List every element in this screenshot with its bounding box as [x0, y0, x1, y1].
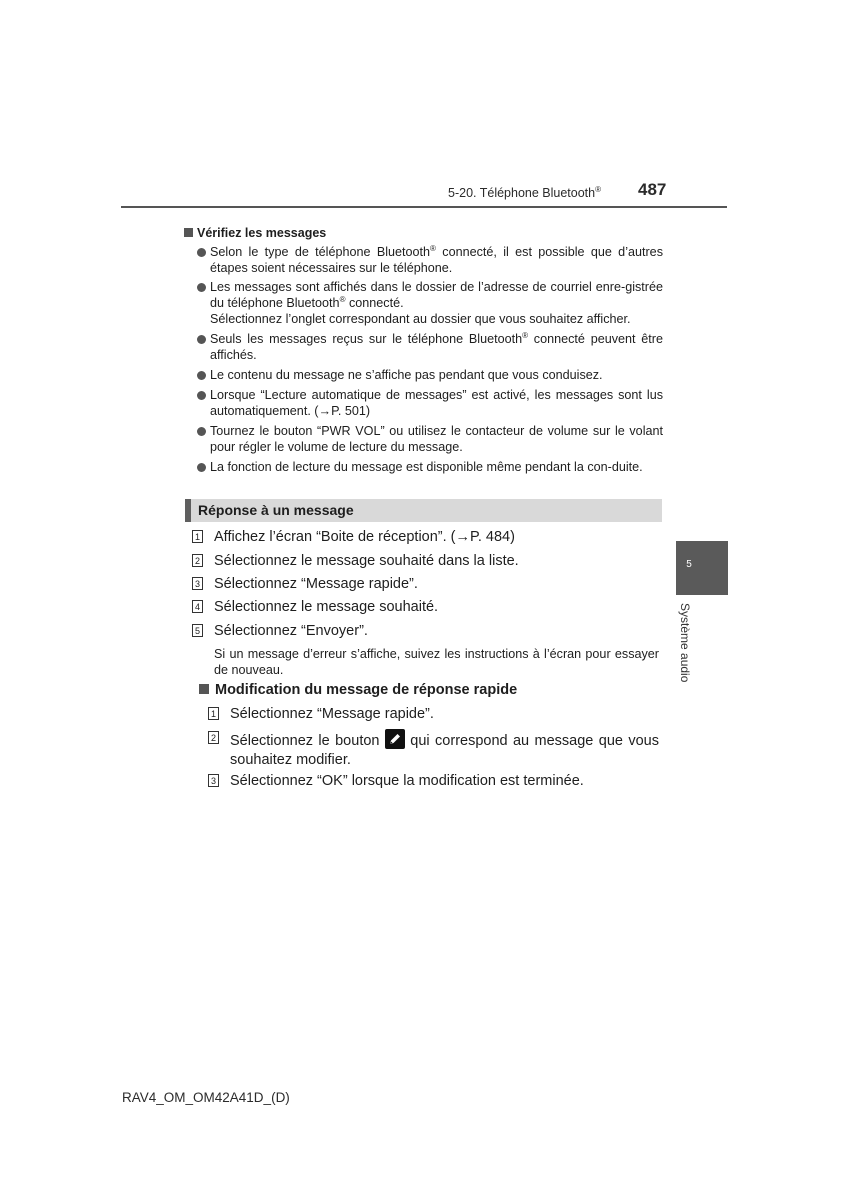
step-text: Sélectionnez le bouton — [230, 733, 380, 749]
bullet-dot-icon — [197, 335, 206, 344]
step-item — [208, 729, 659, 770]
step-text: Sélectionnez le message souhaité dans la liste. — [214, 553, 519, 569]
step-number: 5 — [192, 624, 203, 637]
step-item — [192, 528, 662, 547]
step-item — [192, 552, 662, 571]
bullet-text: connecté peuvent être affichés. — [210, 332, 663, 362]
step-text: Sélectionnez “Envoyer”. — [214, 623, 368, 639]
step-text: Sélectionnez “Message rapide”. — [230, 706, 434, 722]
step-number: 1 — [192, 530, 203, 543]
bullet-item — [197, 387, 663, 419]
bullet-dot-icon — [197, 427, 206, 436]
header-rule — [121, 206, 727, 208]
step-number: 2 — [208, 731, 219, 744]
step-text: qui correspond au message que vous souhaitez modifier. — [230, 733, 659, 768]
square-bullet-icon — [199, 684, 209, 694]
step-text: Sélectionnez le message souhaité. — [214, 599, 439, 615]
running-header — [448, 185, 601, 200]
subsection-heading — [199, 682, 517, 698]
bullet-item — [197, 423, 663, 455]
chapter-label: Système audio — [678, 603, 692, 683]
registered-mark: ® — [522, 330, 529, 340]
bullet-text: connecté. — [345, 296, 404, 310]
bullet-dot-icon — [197, 463, 206, 472]
step-note: Si un message d’erreur s’affiche, suivez les instructions à l’écran pour essayer de nouveau. — [214, 647, 659, 677]
step-item — [192, 622, 662, 641]
pencil-icon — [385, 729, 405, 749]
bullet-text: Lorsque “Lecture automatique de messages” est activé, les messages sont lus automatiquement. (→P. 501) — [210, 388, 663, 418]
step-item — [208, 705, 659, 724]
bullet-text: Les messages sont affichés dans le dossier de l’adresse de courriel enre-gistrée du téléphone Bluetooth — [210, 280, 663, 310]
bullet-dot-icon — [197, 248, 206, 257]
step-number: 3 — [192, 577, 203, 590]
bullet-text: Le contenu du message ne s’affiche pas pendant que vous conduisez. — [210, 368, 603, 382]
chapter-tab — [676, 541, 728, 595]
step-number: 1 — [208, 707, 219, 720]
step-text: Sélectionnez “Message rapide”. — [214, 576, 418, 592]
bullet-item — [197, 331, 663, 363]
square-bullet-icon — [184, 228, 193, 237]
registered-mark: ® — [339, 294, 346, 304]
step-item — [192, 598, 662, 617]
step-number: 2 — [192, 554, 203, 567]
step-number: 3 — [208, 774, 219, 787]
bullet-text: La fonction de lecture du message est disponible même pendant la con-duite. — [210, 460, 643, 474]
step-text: Sélectionnez “OK” lorsque la modification est terminée. — [230, 773, 584, 789]
footer-code: RAV4_OM_OM42A41D_(D) — [122, 1090, 290, 1105]
bullet-text: connecté, il est possible que d’autres étapes soient nécessaires sur le téléphone. — [210, 245, 663, 275]
page-number: 487 — [638, 180, 667, 199]
bullet-dot-icon — [197, 283, 206, 292]
step-number: 4 — [192, 600, 203, 613]
bullet-item — [197, 244, 663, 276]
section-title: 5-20. Téléphone Bluetooth — [448, 186, 596, 201]
bullet-dot-icon — [197, 371, 206, 380]
section-header — [185, 499, 662, 522]
bullet-item — [197, 459, 663, 475]
section-title: Réponse à un message — [198, 502, 354, 518]
registered-mark: ® — [595, 185, 602, 194]
bullet-text: Tournez le bouton “PWR VOL” ou utilisez le contacteur de volume sur le volant pour régler le volume de lecture du message. — [210, 424, 663, 454]
bullet-dot-icon — [197, 391, 206, 400]
subsection-heading-text: Modification du message de réponse rapide — [215, 682, 518, 698]
bullet-text: Selon le type de téléphone Bluetooth — [210, 245, 431, 259]
bullet-item — [197, 367, 663, 383]
step-item — [192, 575, 662, 594]
chapter-number: 5 — [686, 559, 692, 570]
registered-mark: ® — [430, 243, 436, 253]
step-item — [208, 772, 659, 791]
bullet-item — [197, 279, 663, 327]
bullet-text: Sélectionnez l’onglet correspondant au dossier que vous souhaitez afficher. — [210, 312, 631, 326]
intro-heading — [184, 226, 326, 240]
step-text: Affichez l’écran “Boite de réception”. (→P. 484) — [214, 529, 515, 545]
intro-heading-text: Vérifiez les messages — [197, 226, 327, 240]
bullet-text: Seuls les messages reçus sur le téléphone Bluetooth — [210, 332, 523, 346]
